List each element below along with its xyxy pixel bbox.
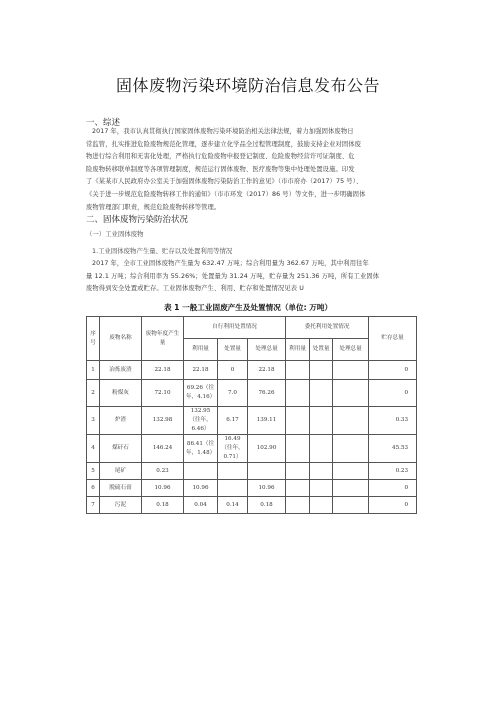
cell-name: 炉渣 — [100, 407, 142, 435]
cell-dispose — [218, 463, 248, 480]
cell-e-total — [333, 480, 369, 497]
cell-total: 76.26 — [248, 380, 286, 407]
cell-name: 煤矸石 — [100, 435, 142, 463]
subsection-item-heading: 1.工业固体废物产生量、贮存以及处置利用等情况 — [92, 247, 233, 255]
section-2-paragraph — [86, 258, 414, 296]
header-self-group: 自行利用处置情况 — [184, 317, 286, 339]
cell-produced: 72.10 — [142, 380, 184, 407]
section-1-heading: 一、综述 — [86, 118, 121, 128]
paragraph-line: 了《某某市人民政府办公室关于加强固体废物污染防治工作的意见》（市市府办（2017）75 号）、 — [86, 178, 363, 186]
cell-seq: 2 — [87, 380, 100, 407]
cell-use: 0.04 — [184, 497, 218, 514]
section-1-paragraph — [86, 126, 414, 214]
table-row — [87, 435, 417, 463]
cell-e-total — [333, 407, 369, 435]
paragraph-line: 《关于进一步规范危险废物转移工作的通知》（市市环发（2017）86 号）等文件，进一步明确固体 — [86, 190, 366, 198]
cell-seq: 4 — [87, 435, 100, 463]
cell-total: 102.90 — [248, 435, 286, 463]
cell-storage: 45.53 — [369, 435, 417, 463]
cell-e-total — [333, 463, 369, 480]
header-entrust-total: 处理总量 — [333, 339, 369, 361]
cell-name: 尾矿 — [100, 463, 142, 480]
cell-dispose: 7.0 — [218, 380, 248, 407]
paragraph-line: 量 12.1 万吨；综合利用率为 55.26%；处置量为 31.24 万吨，贮存量为 251.36 万吨，所有工业固体 — [86, 272, 380, 280]
cell-e-dispose — [310, 497, 333, 514]
cell-storage: 0 — [369, 361, 417, 380]
cell-e-use — [286, 480, 310, 497]
header-entrust-dispose: 处置量 — [310, 339, 333, 361]
cell-e-dispose — [310, 463, 333, 480]
table-row — [87, 407, 417, 435]
cell-use — [184, 463, 218, 480]
cell-storage: 0.23 — [369, 463, 417, 480]
table-row — [87, 497, 417, 514]
cell-e-use — [286, 463, 310, 480]
paragraph-line: 险废物转移联单制度等各项管理制度，规范运行固体废物、医疗废物等集中处理处置设施。印发 — [86, 165, 355, 173]
cell-produced: 0.18 — [142, 497, 184, 514]
cell-dispose: 0 — [218, 361, 248, 380]
table-caption: 表 1 一般工业固废产生及处置情况（单位: 万吨） — [163, 303, 333, 312]
cell-storage: 0 — [369, 480, 417, 497]
header-storage: 贮存总量 — [369, 317, 417, 361]
cell-e-dispose — [310, 361, 333, 380]
waste-table — [86, 316, 417, 514]
cell-use: 86.41（往年，1.48） — [184, 435, 218, 463]
cell-total: 22.18 — [248, 361, 286, 380]
paragraph-line: 物进行综合利用和无害化处理，严格执行危险废物申报登记制度、危险废物经营许可证制度、危 — [86, 153, 355, 161]
cell-e-use — [286, 435, 310, 463]
cell-seq: 6 — [87, 480, 100, 497]
table-body — [87, 361, 417, 514]
paragraph-line: 废物管理部门职责，规范危险废物转移等管理。 — [86, 203, 221, 211]
page-title: 固体废物污染环境防治信息发布公告 — [115, 76, 380, 95]
paragraph-line: 2017 年，全市工业固体废物产生量为 632.47 万吨；综合利用量为 362.67 万吨，其中利用往年 — [92, 260, 369, 267]
cell-dispose: 0.14 — [218, 497, 248, 514]
cell-produced: 146.24 — [142, 435, 184, 463]
cell-e-dispose — [310, 380, 333, 407]
cell-seq: 7 — [87, 497, 100, 514]
cell-dispose — [218, 480, 248, 497]
cell-name: 冶炼废渣 — [100, 361, 142, 380]
cell-total — [248, 463, 286, 480]
cell-name: 脱硫石膏 — [100, 480, 142, 497]
header-name: 废物名称 — [100, 317, 142, 361]
cell-use: 69.26（往年，4.16） — [184, 380, 218, 407]
cell-name: 粉煤灰 — [100, 380, 142, 407]
cell-name: 污泥 — [100, 497, 142, 514]
cell-use: 10.96 — [184, 480, 218, 497]
paragraph-line: 废物得到安全处置或贮存。工业固体废物产生、利用、贮存和处置情况见表 U — [86, 285, 304, 293]
cell-e-use — [286, 361, 310, 380]
header-dispose: 处置量 — [218, 339, 248, 361]
header-entrust-use: 利用量 — [286, 339, 310, 361]
cell-total: 0.18 — [248, 497, 286, 514]
cell-storage: 0 — [369, 380, 417, 407]
cell-e-dispose — [310, 435, 333, 463]
paragraph-line: 常监管，扎实推进危险废物规范化管理，逐步建立化学品全过程管理制度，鼓励支持企业对固体废 — [86, 140, 362, 148]
cell-e-total — [333, 435, 369, 463]
cell-e-total — [333, 361, 369, 380]
header-seq: 序号 — [87, 317, 100, 361]
cell-e-dispose — [310, 480, 333, 497]
header-total: 处理总量 — [248, 339, 286, 361]
cell-produced: 10.96 — [142, 480, 184, 497]
table-row — [87, 480, 417, 497]
section-2-heading: 二、固体废物污染防治状况 — [86, 215, 189, 225]
cell-seq: 1 — [87, 361, 100, 380]
cell-total: 139.11 — [248, 407, 286, 435]
header-use: 利用量 — [184, 339, 218, 361]
header-entrust-group: 委托利用处置情况 — [286, 317, 369, 339]
table-row — [87, 463, 417, 480]
cell-use: 132.95（往年，6.46） — [184, 407, 218, 435]
cell-total: 10.96 — [248, 480, 286, 497]
paragraph-line: 2017 年，我市认真贯彻执行国家固体废物污染环境防治相关法律法规，着力加强固体废物日 — [92, 128, 354, 135]
cell-e-total — [333, 497, 369, 514]
cell-storage: 0 — [369, 497, 417, 514]
table-row — [87, 361, 417, 380]
cell-e-total — [333, 380, 369, 407]
cell-produced: 0.23 — [142, 463, 184, 480]
cell-dispose: 16.49（往年，0.71） — [218, 435, 248, 463]
cell-seq: 3 — [87, 407, 100, 435]
cell-dispose: 6.17 — [218, 407, 248, 435]
cell-produced: 22.18 — [142, 361, 184, 380]
cell-e-use — [286, 407, 310, 435]
cell-e-dispose — [310, 407, 333, 435]
subsection-heading: （一）工业固体废物 — [86, 230, 144, 238]
table-row — [87, 380, 417, 407]
cell-storage: 0.33 — [369, 407, 417, 435]
cell-produced: 132.98 — [142, 407, 184, 435]
header-produced: 废物年度产生量 — [142, 317, 184, 361]
cell-seq: 5 — [87, 463, 100, 480]
cell-use: 22.18 — [184, 361, 218, 380]
cell-e-use — [286, 380, 310, 407]
cell-e-use — [286, 497, 310, 514]
